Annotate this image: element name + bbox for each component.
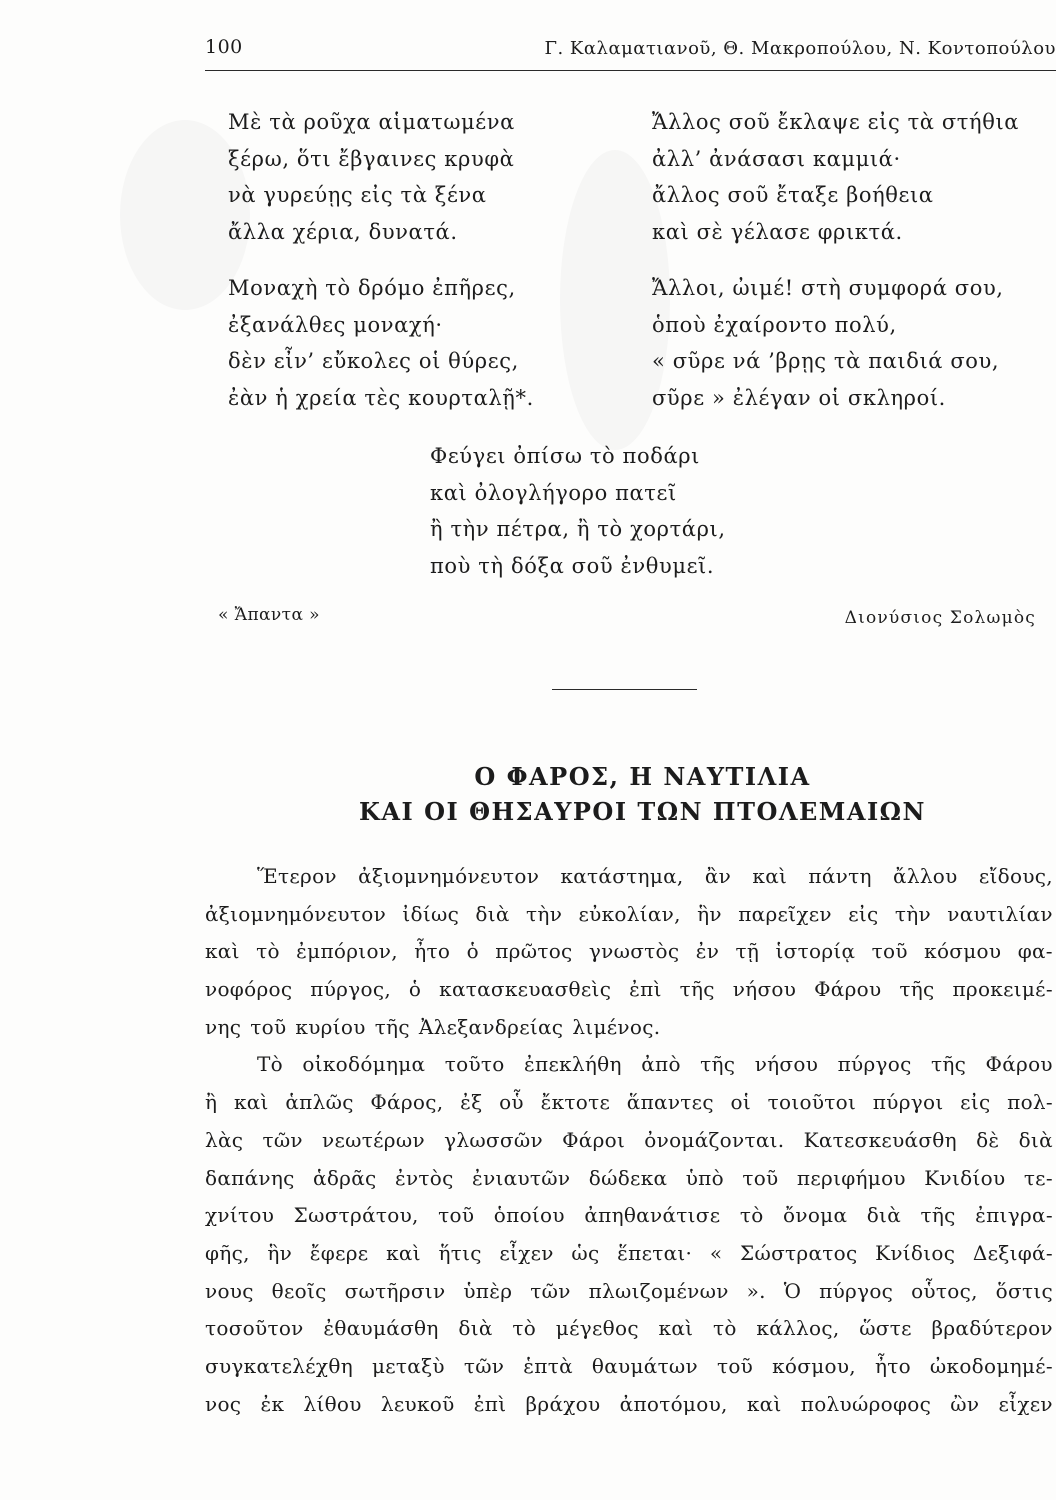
running-header-authors: Γ. Καλαματιανοῦ, Θ. Μακροπούλου, Ν. Κοντοπούλου	[544, 38, 1056, 59]
body-line: λὰς τῶν νεωτέρων γλωσσῶν Φάροι ὀνομάζονται. Κατεσκευάσθη δὲ διὰ	[205, 1127, 1053, 1152]
body-line: δαπάνης ἁδρᾶς ἐντὸς ἐνιαυτῶν δώδεκα ὑπὸ τοῦ περιφήμου Κνιδίου τε-	[205, 1165, 1053, 1190]
body-line: καὶ τὸ ἐμπόριον, ἦτο ὁ πρῶτος γνωστὸς ἐν τῇ ἱστορίᾳ τοῦ κόσμου φα-	[205, 939, 1053, 964]
body-line: τοσοῦτον ἐθαυμάσθη διὰ τὸ μέγεθος καὶ τὸ κάλλος, ὥστε βραδύτερον	[205, 1316, 1053, 1341]
body-line: ἢ καὶ ἁπλῶς Φάρος, ἐξ οὗ ἔκτοτε ἅπαντες οἱ τοιοῦτοι πύργοι εἰς πολ-	[205, 1090, 1053, 1115]
verse-line: Ἄλλος σοῦ ἔκλαψε εἰς τὰ στήθια	[652, 110, 1020, 134]
article-body	[205, 858, 1053, 1423]
verse-line: Μοναχὴ τὸ δρόμο ἐπῆρες,	[228, 276, 516, 300]
section-divider	[552, 689, 697, 690]
body-line: ἀξιομνημόνευτον ἰδίως διὰ τὴν εὐκολίαν, ἣν παρεῖχεν εἰς τὴν ναυτιλίαν	[205, 901, 1053, 926]
verse-line: ποὺ τὴ δόξα σοῦ ἐνθυμεῖ.	[430, 553, 715, 578]
poem-stanza-left-1	[228, 104, 515, 250]
body-line: νης τοῦ κυρίου τῆς Ἀλεξανδρείας λιμένος.	[205, 1014, 661, 1039]
verse-line: καὶ σὲ γέλασε φρικτά.	[652, 219, 903, 244]
verse-line: δὲν εἶν’ εὔκολες οἱ θύρες,	[228, 349, 519, 373]
verse-line: ἐξανάλθες μοναχή·	[228, 312, 443, 337]
verse-line: ἐὰν ἡ χρεία τὲς κουρταλῇ*.	[228, 385, 534, 410]
verse-line: ἀλλ’ ἀνάσασι καμμιά·	[652, 146, 901, 171]
verse-line: καὶ ὀλογλήγορο πατεῖ	[430, 480, 677, 505]
poem-stanza-center	[430, 438, 726, 584]
poem-stanza-right-2	[652, 270, 1004, 416]
page-number: 100	[205, 36, 243, 58]
body-line: φῆς, ἣν ἔφερε καὶ ἥτις εἶχεν ὡς ἕπεται· « Σώστρατος Κνίδιος Δεξιφά-	[205, 1240, 1053, 1265]
body-line: νους θεοῖς σωτῆρσιν ὑπὲρ τῶν πλωιζομένων ». Ὁ πύργος οὗτος, ὅστις	[205, 1278, 1053, 1303]
verse-line: Ἄλλοι, ὠιμέ! στὴ συμφορά σου,	[652, 276, 1004, 300]
verse-line: ἄλλος σοῦ ἔταξε βοήθεια	[652, 183, 934, 207]
body-line: συγκατελέχθη μεταξὺ τῶν ἑπτὰ θαυμάτων τοῦ κόσμου, ἦτο ὠκοδομημέ-	[205, 1353, 1053, 1378]
body-line: χνίτου Σωστράτου, τοῦ ὁποίου ἀπηθανάτισε τὸ ὄνομα διὰ τῆς ἐπιγρα-	[205, 1203, 1053, 1228]
body-line: νοφόρος πύργος, ὁ κατασκευασθεὶς ἐπὶ τῆς νήσου Φάρου τῆς προκειμέ-	[205, 977, 1053, 1002]
verse-line: ἢ τὴν πέτρα, ἢ τὸ χορτάρι,	[430, 517, 726, 541]
body-line: Τὸ οἰκοδόμημα τοῦτο ἐπεκλήθη ἀπὸ τῆς νήσου πύργος τῆς Φάρου	[257, 1052, 1053, 1077]
poem-stanza-right-1	[652, 104, 1019, 250]
verse-line: « σῦρε νά ’βρῃς τὰ παιδιά σου,	[652, 349, 1000, 373]
verse-line: σῦρε » ἐλέγαν οἱ σκληροί.	[652, 385, 946, 410]
verse-line: ἄλλα χέρια, δυνατά.	[228, 219, 458, 244]
article-title-line-1: Ο ΦΑΡΟΣ, Η ΝΑΥΤΙΛΙΑ	[474, 762, 811, 791]
article-title-line-2: ΚΑΙ ΟΙ ΘΗΣΑΥΡΟΙ ΤΩΝ ΠΤΟΛΕΜΑΙΩΝ	[359, 797, 926, 826]
body-line: Ἕτερον ἀξιομνημόνευτον κατάστημα, ἂν καὶ πάντη ἄλλου εἴδους,	[257, 864, 1053, 888]
running-header	[205, 34, 1056, 71]
verse-line: ὁποὺ ἐχαίροντο πολύ,	[652, 312, 897, 337]
verse-line: Φεύγει ὀπίσω τὸ ποδάρι	[430, 444, 700, 468]
verse-line: ξέρω, ὅτι ἔβγαινες κρυφὰ	[228, 146, 515, 171]
verse-line: Μὲ τὰ ροῦχα αἱματωμένα	[228, 110, 515, 134]
poem-stanza-left-2	[228, 270, 534, 416]
poem-source: « Ἄπαντα »	[218, 605, 320, 625]
body-line: νος ἐκ λίθου λευκοῦ ἐπὶ βράχου ἀποτόμου, καὶ πολυώροφος ὢν εἶχεν	[205, 1391, 1053, 1416]
verse-line: νὰ γυρεύῃς εἰς τὰ ξένα	[228, 183, 487, 207]
poet-signature: Διονύσιος Σολωμὸς	[844, 608, 1036, 628]
